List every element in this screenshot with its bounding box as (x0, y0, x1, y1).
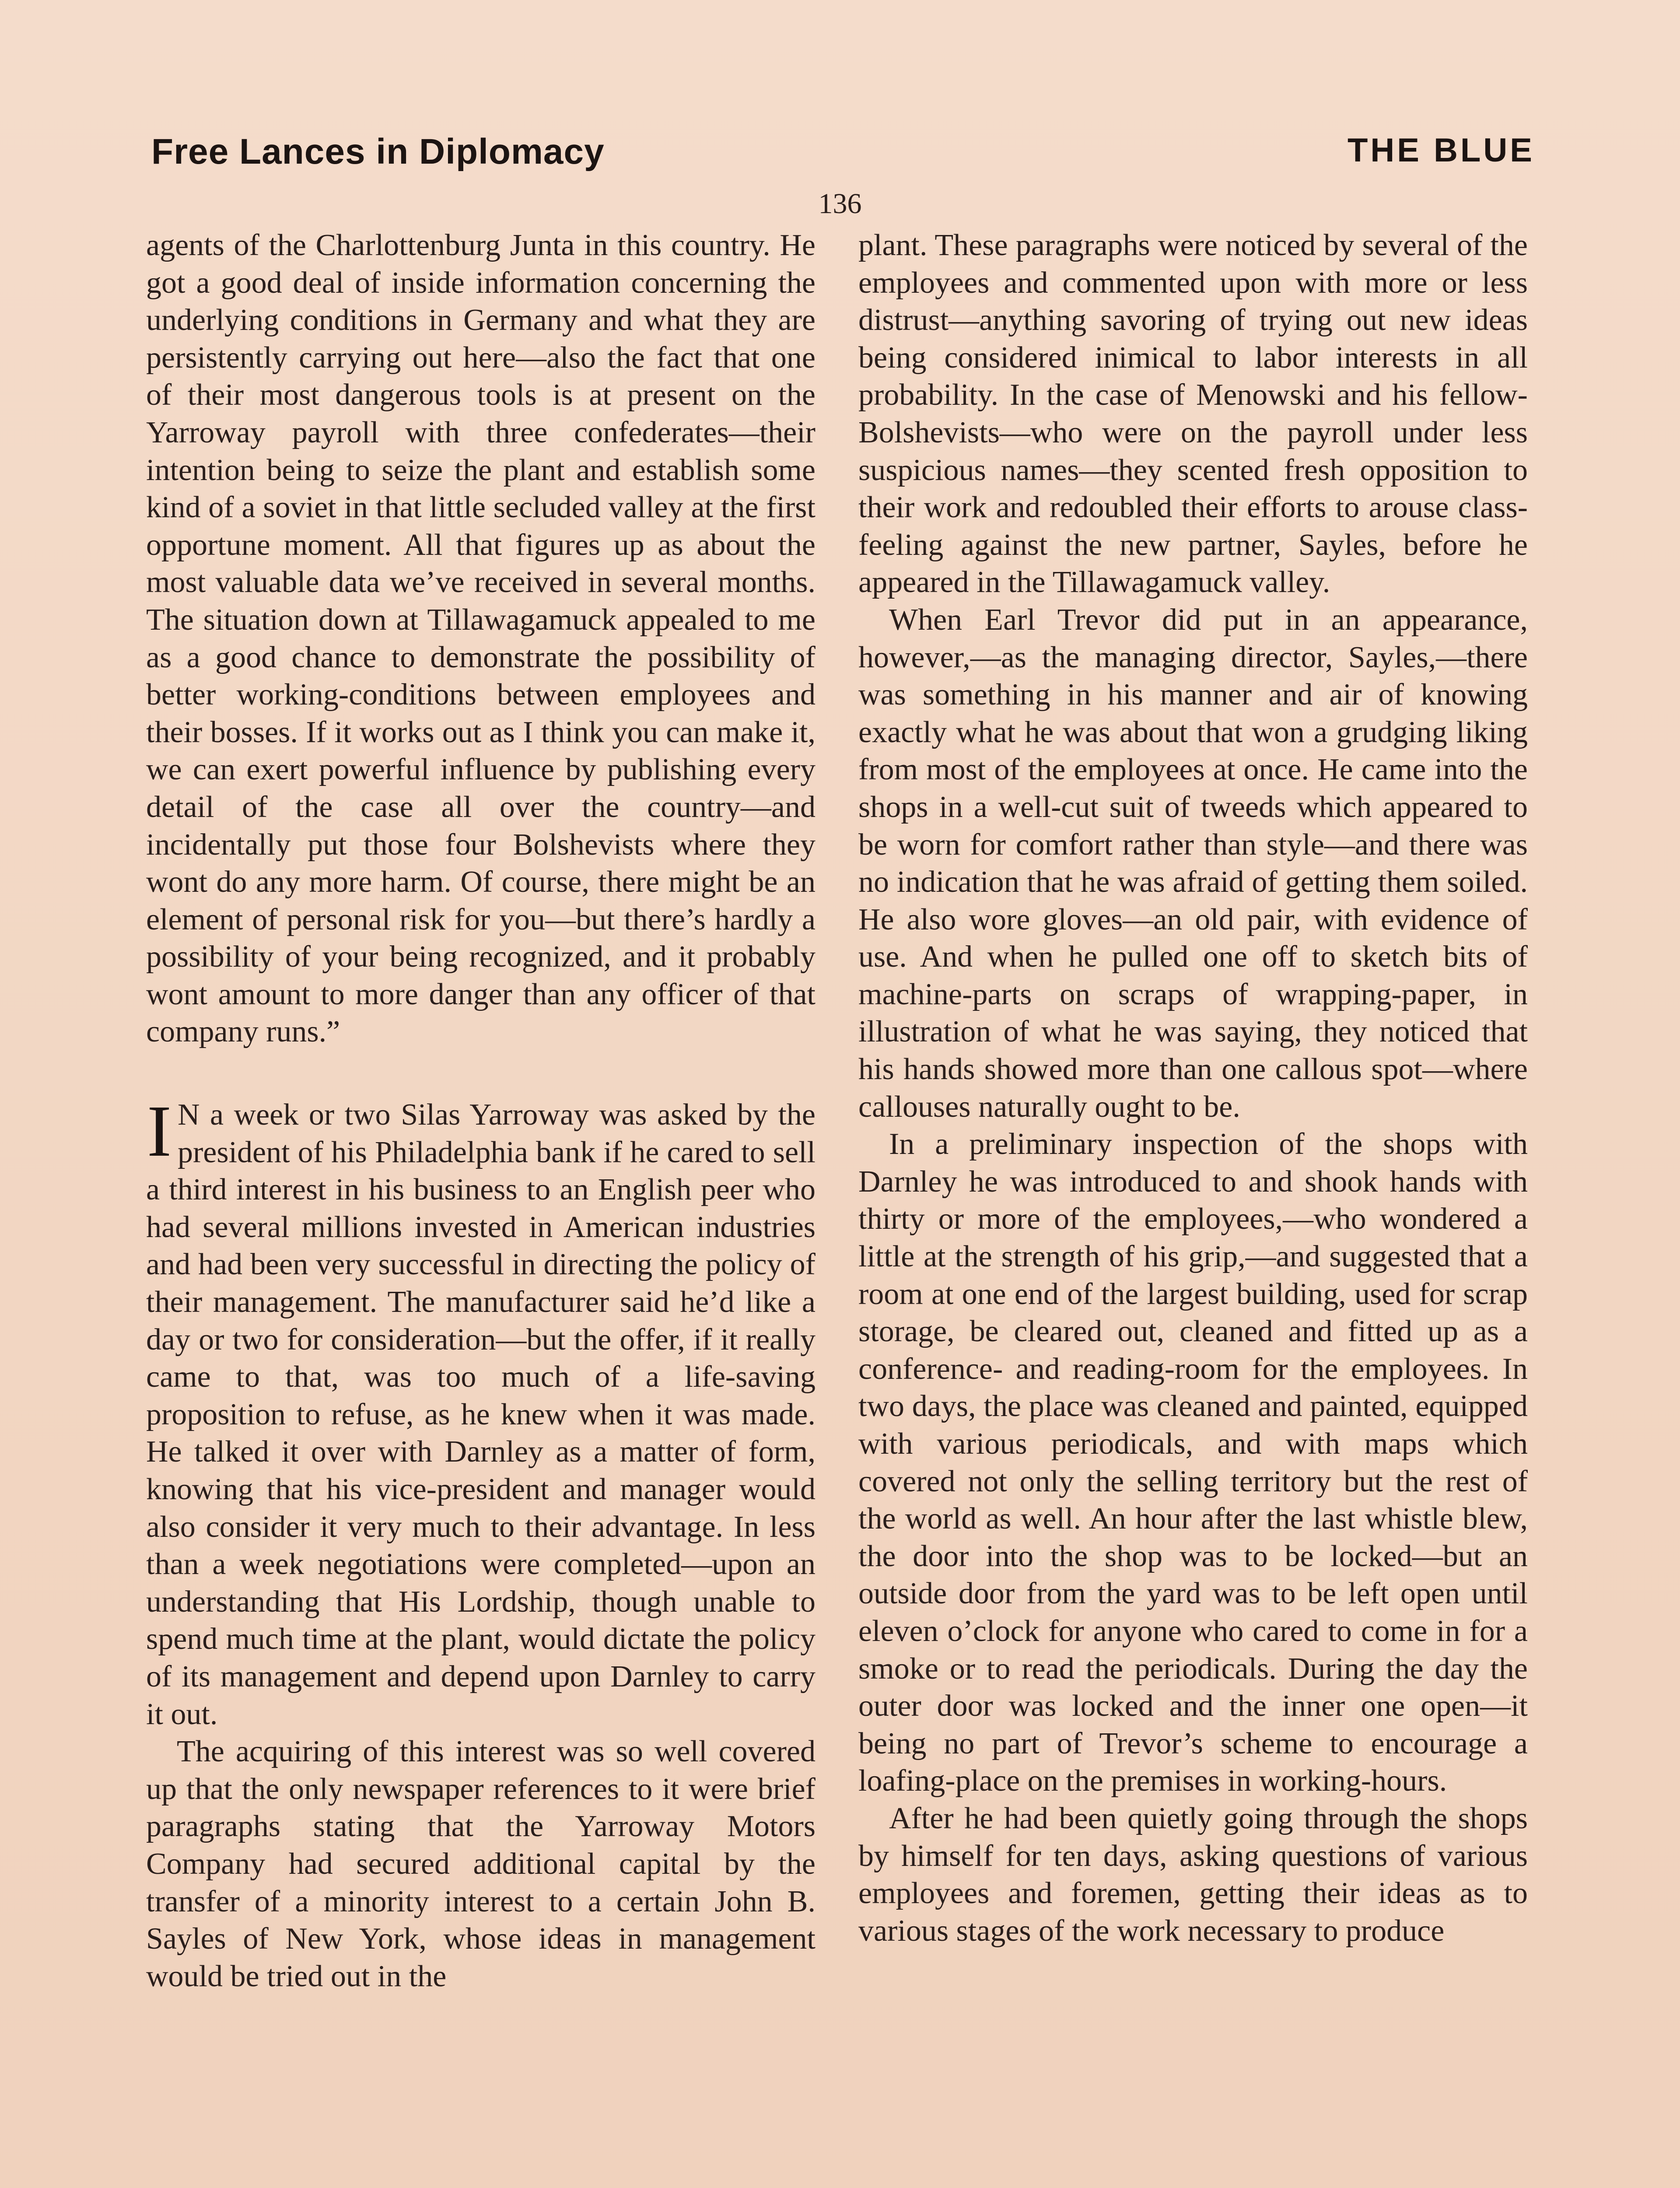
paragraph: After he had been quietly going through the shops by himself for ten days, asking questions of various employees and foremen, getting their ideas as to various stages of the work necessary to produce (858, 1801, 1528, 1948)
section-paragraph (146, 1090, 816, 1733)
running-title-left: Free Lances in Diplomacy (151, 132, 605, 172)
section-paragraph-text: N a week or two Silas Yarroway was asked by the president of his Philadelphia bank if he cared to sell a third interest in his business to an English peer who had several millions invested in American industries and had been very successful in directing the policy of their management. The manufacturer said he’d like a day or two for consideration—but the offer, if it really came to that, was too much of a life-saving proposition to refuse, as he knew when it was made. He talked it over with Darnley as a matter of form, knowing that his vice-president and manager would also consider it very much to their advantage. In less than a week negotiations were completed—upon an understanding that His Lordship, though unable to spend much time at the plant, would dictate the policy of its management and depend upon Darnley to carry it out. (146, 1098, 816, 1731)
paragraph: The acquiring of this interest was so well covered up that the only newspaper references to it were brief paragraphs stating that the Yarroway Motors Company had secured additional capital by the transfer of a minority interest to a certain John B. Sayles of New York, whose ideas in management would be tried out in the (146, 1735, 816, 1993)
right-column (858, 227, 1528, 2188)
drop-cap: I (147, 1090, 172, 1172)
running-title-right: THE BLUE (1348, 132, 1535, 169)
paragraph: In a preliminary inspection of the shops with Darnley he was introduced to and shook hands with thirty or more of the employees,—who wondered a little at the strength of his grip,—and suggested that a room at one end of the largest building, used for scrap storage, be cleared out, cleaned and fitted up as a conference- and reading-room for the employees. In two days, the place was cleaned and painted, equipped with various periodicals, and with maps which covered not only the selling territory but the rest of the world as well. An hour after the last whistle blew, the door into the shop was to be locked—but an outside door from the yard was to be left open until eleven o’clock for anyone who cared to come in for a smoke or to read the periodicals. During the day the outer door was locked and the inner one open—it being no part of Trevor’s scheme to encourage a loafing-place on the premises in working-hours. (858, 1127, 1528, 1798)
paragraph: plant. These paragraphs were noticed by several of the employees and commented upon with more or less distrust—anything savoring of trying out new ideas being considered inimical to labor interests in all probability. In the case of Menowski and his fellow-Bolshevists—who were on the payroll under less suspicious names—they scented fresh opposition to their work and redoubled their efforts to arouse class-feeling against the new partner, Sayles, before he appeared in the Tillawagamuck valley. (858, 228, 1528, 600)
paragraph: When Earl Trevor did put in an appearance, however,—as the managing director, Sayles,—there was something in his manner and air of knowing exactly what he was about that won a grudging liking from most of the employees at once. He came into the shops in a well-cut suit of tweeds which appeared to be worn for comfort rather than style—and there was no indication that he was afraid of getting them soiled. He also wore gloves—an old pair, with evidence of use. And when he pulled one off to sketch bits of machine-parts on scraps of wrapping-paper, in illustration of what he was saying, they noticed that his hands showed more than one callous spot—where callouses naturally ought to be. (858, 603, 1528, 1124)
paragraph: agents of the Charlottenburg Junta in this country. He got a good deal of inside information concerning the underlying conditions in Germany and what they are persistently carrying out here—also the fact that one of their most dangerous tools is at present on the Yarroway payroll with three confederates—their intention being to seize the plant and establish some kind of a soviet in that little secluded valley at the first opportune moment. All that figures up as about the most valuable data we’ve received in several months. The situation down at Tillawagamuck appealed to me as a good chance to demonstrate the possibility of better working-conditions between employees and their bosses. If it works out as I think you can make it, we can exert powerful influence by publishing every detail of the case all over the country—and incidentally put those four Bolshevists where they wont do any more harm. Of course, there might be an element of personal risk for you—but there’s hardly a possibility of your being recognized, and it probably wont amount to more danger than any officer of that company runs.” (146, 228, 816, 1049)
left-column (146, 227, 816, 2188)
page-number: 136 (818, 188, 862, 220)
